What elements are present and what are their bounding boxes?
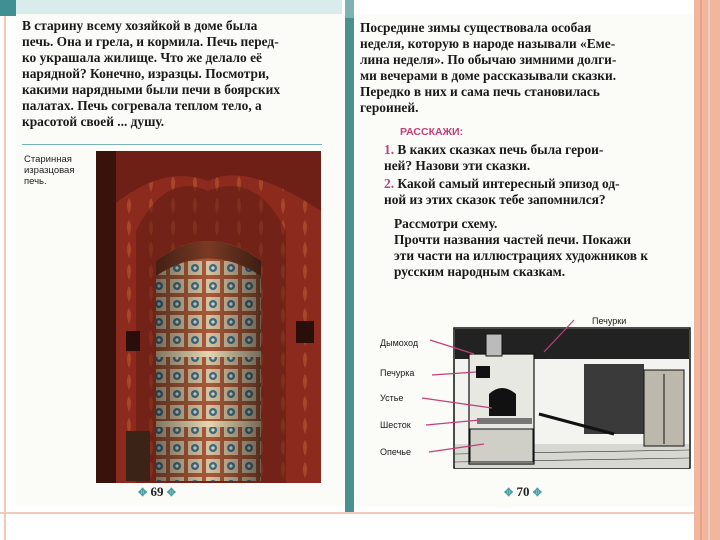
photo-caption — [24, 154, 94, 187]
tiled-stove-photo — [96, 151, 321, 483]
page-number-left — [138, 484, 176, 500]
right-line: героиней. — [360, 100, 419, 115]
left-line: какими нарядными были печи в боярских — [22, 82, 281, 97]
label-ustye: Устье — [380, 393, 404, 403]
right-line: Передко в них и сама печь становилась — [360, 84, 600, 99]
slide-right-rule — [700, 0, 702, 540]
left-line: нарядной? Конечно, изразцы. Посмотри, — [22, 66, 270, 81]
right-line: лина неделя». По обычаю зимними долги- — [360, 52, 617, 67]
stove-drawing — [374, 294, 692, 489]
slide-right-stripe — [708, 0, 710, 540]
right-page — [354, 14, 692, 507]
slide-bottom-rule — [0, 512, 720, 514]
label-pechurki: Печурки — [592, 316, 627, 326]
label-shestok: Шесток — [380, 420, 411, 430]
book-spine — [345, 0, 354, 512]
text-divider — [22, 144, 322, 145]
label-smoke-flue: Дымоход — [380, 338, 419, 348]
slide-right-band — [694, 0, 720, 540]
left-line: красотой своей ... душу. — [22, 114, 165, 129]
page-number-ornament: ✥ — [166, 487, 176, 499]
right-line: неделя, которую в народе называли «Еме- — [360, 36, 616, 51]
right-line: ми вечерами в доме рассказывали сказки. — [360, 68, 617, 83]
tell-heading: РАССКАЖИ: — [400, 126, 464, 138]
question-text: В каких сказках печь была герои- — [397, 142, 604, 157]
left-line: В старину всему хозяйкой в доме была — [22, 18, 258, 33]
book-spine-top — [345, 0, 354, 18]
page-number-right — [504, 484, 542, 500]
scheme-line: Прочти названия частей печи. Покажи — [394, 232, 631, 247]
page-number-ornament: ✥ — [504, 487, 514, 499]
question-number: 2. — [384, 176, 395, 191]
right-line: Посредине зимы существовала особая — [360, 20, 592, 35]
left-paragraph — [22, 18, 322, 130]
question-text: ной из этих сказок тебе запомнился? — [384, 192, 606, 207]
page-number-value: 70 — [516, 484, 530, 499]
left-line: палатах. Печь согревала теплом тело, а — [22, 98, 262, 113]
page-number-ornament: ✥ — [532, 487, 542, 499]
question-list — [384, 142, 678, 210]
question-item — [384, 142, 678, 174]
slide-left-rule — [4, 16, 6, 540]
caption-line: печь. — [24, 176, 47, 187]
left-line: печь. Она и грела, и кормила. Печь перед- — [22, 34, 279, 49]
question-item — [384, 176, 678, 208]
scheme-instructions — [394, 216, 674, 280]
label-pechurka: Печурка — [380, 368, 415, 378]
scheme-title: Рассмотри схему. — [394, 216, 498, 231]
question-text: Какой самый интересный эпизод од- — [397, 176, 620, 191]
caption-line: Старинная — [24, 154, 72, 165]
left-page — [16, 14, 345, 506]
right-paragraph — [360, 20, 676, 116]
page-number-value: 69 — [150, 484, 164, 499]
scheme-line: русским народным сказкам. — [394, 264, 566, 279]
question-number: 1. — [384, 142, 395, 157]
stove-diagram — [374, 294, 692, 489]
slide-corner-accent — [0, 0, 16, 16]
scheme-line: эти части на иллюстрациях художников к — [394, 248, 649, 263]
question-text: ней? Назови эти сказки. — [384, 158, 531, 173]
caption-line: изразцовая — [24, 165, 75, 176]
label-opechye: Опечье — [380, 447, 411, 457]
left-line: ко украшала жилище. Что же делало её — [22, 50, 262, 65]
page-number-ornament: ✥ — [138, 487, 148, 499]
